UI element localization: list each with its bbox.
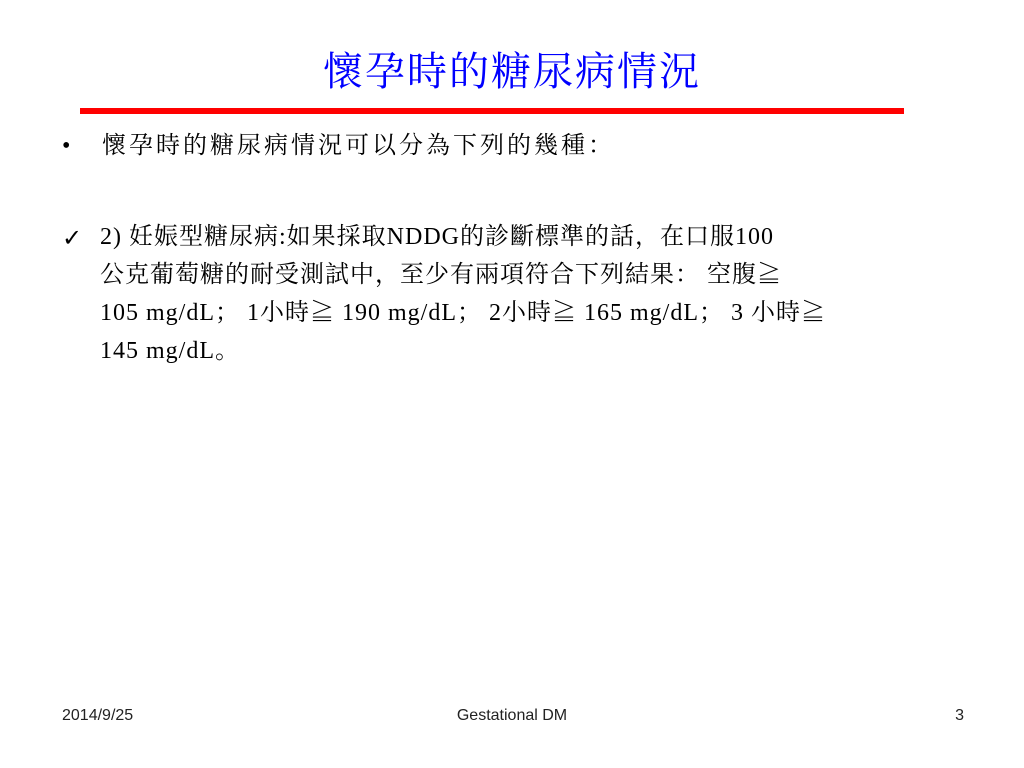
slide-title: 懷孕時的糖尿病情況 — [323, 49, 701, 94]
bullet-dot-icon: • — [62, 133, 74, 159]
check-item-line: 145 mg/dL。 — [100, 338, 240, 364]
footer-date: 2014/9/25 — [62, 707, 134, 724]
check-item-line: 2) 妊娠型糖尿病:如果採取NDDG的診斷標準的話，在口服100 — [100, 224, 774, 250]
title-underline-rule — [80, 108, 904, 114]
check-item-text — [100, 218, 960, 370]
check-item-line: 105 mg/dL； 1小時≧ 190 mg/dL； 2小時≧ 165 mg/dL； 3 小時≧ — [100, 300, 826, 326]
footer-page-number: 3 — [955, 707, 964, 724]
check-item-line: 公克葡萄糖的耐受測試中，至少有兩項符合下列結果： 空腹≧ — [100, 262, 782, 288]
checkmark-icon: ✓ — [62, 224, 83, 252]
bullet-text: 懷孕時的糖尿病情況可以分為下列的幾種： — [102, 133, 615, 159]
footer-title: Gestational DM — [456, 707, 568, 724]
